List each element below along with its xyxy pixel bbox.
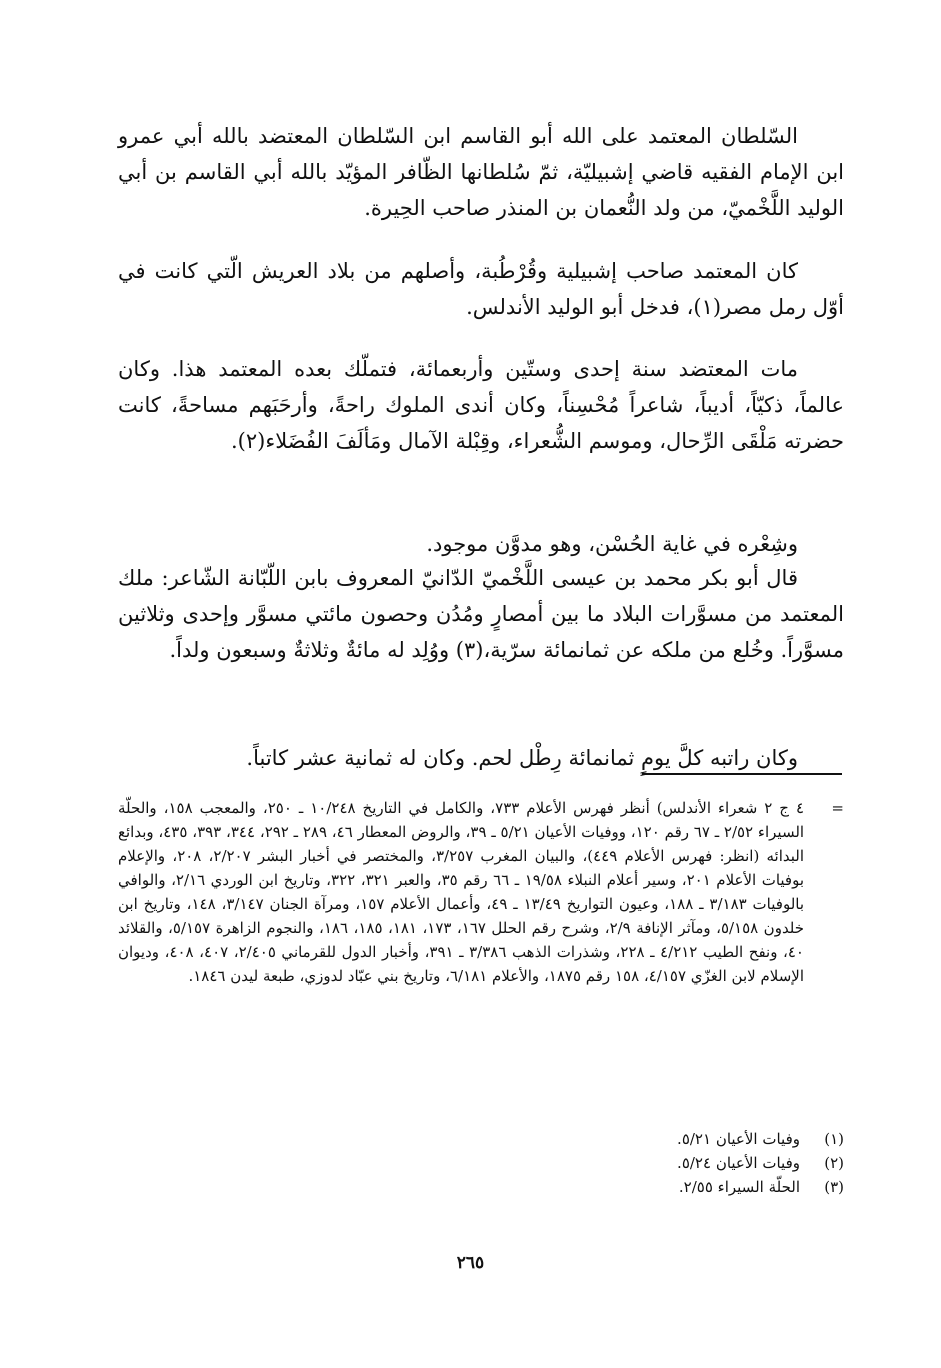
footnote-1 (118, 1127, 844, 1151)
page-number: ٢٦٥ (456, 1253, 485, 1273)
footnote-text: وفيات الأعيان ٥/٢١. (677, 1130, 800, 1148)
continuation-text: ٤ ج ٢ شعراء الأندلس) أنظر فهرس الأعلام ٧٣٣، والكامل في التاريخ ١٠/٢٤٨ ـ ٢٥٠، والمعجب ١٥٨، والحلّة السيراء ٢/٥٢ ـ ٦٧ رقم ١٢٠، ووفيات الأعيان ٥/٢١ ـ ٣٩، والروض المعطار ٤٦، ٢٨٩ ـ ٢٩٢، ٣٤٤، ٣٩٣، ٤٣٥، وبدائع البدائه (انظر: فهرس الأعلام ٤٤٩)، والبيان المغرب ٣/٢٥٧، والمختصر في أخبار البشر ٢/٢٠٧، ٢٠٨، والإعلام بوفيات الأعلام ٢٠١، وسير أعلام النبلاء ١٩/٥٨ ـ ٦٦ رقم ٣٥، والعبر ٣٢١، ٣٢٢، وتاريخ ابن الوردي ٢/١٦، والوافي بالوفيات ٣/١٨٣ ـ ١٨٨، وعيون التواريخ ١٣/٤٩ ـ ٤٩، وأعمال الأعلام ١٥٧، ومرآة الجنان ٣/١٤٧، ١٤٨، وتاريخ ابن خلدون ٥/١٥٨، ومآثر الإنافة ٢/٩، وشرح رقم الحلل ١٦٧، ١٧٣، ١٨١، ١٨٥، ١٨٦، والنجوم الزاهرة ٥/١٥٧، والقلائد ٤٠، ونفح الطيب ٤/٢١٢ ـ ٢٢٨، وشذرات الذهب ٣/٣٨٦ ـ ٣٩١، وأخبار الدول للقرماني ٢/٤٠٥، ٤٠٧، ٤٠٨، وديوان الإسلام لابن الغزّي ٤/١٥٧، ١٥٨ رقم ١٨٧٥، والأعلام ٦/١٨١، وتاريخ بني عبّاد لدوزي، طبعة ليدن ١٨٤٦. (118, 799, 805, 985)
paragraph-5: قال أبو بكر محمد بن عيسى اللَّخْميّ الدّانيّ المعروف بابن اللّبّانة الشّاعر: ملك المعتمد من مسوَّرات البلاد ما بين أمصارٍ ومُدُن وحصون مائتي مسوَّر وإحدى وثلاثين مسوَّراً. وخُلع من ملكه عن ثمانمائة سرّية،(٣) ووُلِد له مائةٌ وثلاثةٌ وسبعون ولداً. (118, 566, 844, 662)
paragraph-1: السّلطان المعتمد على الله أبو القاسم ابن السّلطان المعتضد بالله أبي عمرو ابن الإمام الفقيه قاضي إشبيليّة، ثمّ سُلطانها الظّافر المؤيّد بالله أبي القاسم بن أبي الوليد اللَّخْميّ، من ولد النُّعمان بن المنذر صاحب الحِيرة. (118, 124, 844, 220)
footnote-separator (642, 773, 842, 775)
footnote-text: وفيات الأعيان ٥/٢٤. (677, 1154, 800, 1172)
footnote-text: الحلّة السيراء ٢/٥٥. (678, 1178, 800, 1196)
footnote-number: (١) (824, 1130, 844, 1148)
footnote-3 (118, 1175, 844, 1199)
footnote-2 (118, 1151, 844, 1175)
footnote-number: (٢) (824, 1154, 844, 1172)
paragraph-2: كان المعتمد صاحب إشبيلية وقُرْطُبة، وأصلهم من بلاد العريش الّتي كانت في أوّل رمل مصر(١)، فدخل أبو الوليد الأندلس. (118, 259, 844, 319)
paragraph-6: وكان راتبه كلَّ يومٍ ثمانمائة رِطْل لحم. وكان له ثمانية عشر كاتباً. (246, 746, 798, 770)
continuation-marker: = (831, 799, 844, 817)
footnote-list (118, 1127, 844, 1199)
paragraph-3: مات المعتضد سنة إحدى وستّين وأربعمائة، فتملّك بعده المعتمد هذا. وكان عالماً، ذكيّاً، أديباً، شاعراً مُحْسِناً، وكان أندى الملوك راحةً، وأرحَبَهم مساحةً، كانت حضرته مَلْقَى الرِّحال، وموسم الشُّعراء، وقِبْلة الآمال ومَألَفَ الفُضَلاء(٢). (118, 357, 844, 453)
footnote-number: (٣) (824, 1178, 844, 1196)
footnote-continuation (118, 796, 844, 988)
paragraph-4: وشِعْره في غاية الحُسْن، وهو مدوَّن موجود. (426, 532, 798, 556)
